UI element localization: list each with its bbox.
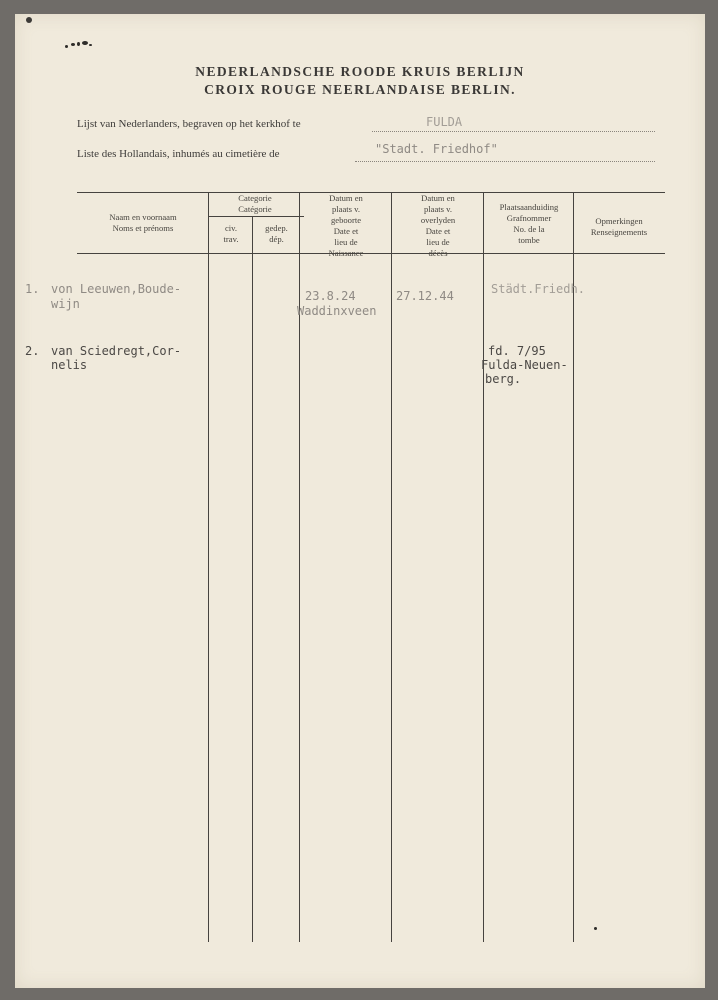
row-number: 2. (25, 344, 40, 358)
row-grave: Fulda-Neuen- (481, 358, 568, 372)
column-rule (208, 192, 209, 942)
header-grave: Plaatsaanduiding Grafnommer No. de la tombe (499, 202, 559, 245)
header-death: Datum en plaats v. overlyden Date et lieu de décès (420, 193, 456, 258)
cemetery-dotted-line (372, 131, 655, 132)
header-civ: civ. trav. (223, 223, 239, 244)
row-name: van Sciedregt,Cor- (51, 344, 182, 358)
column-rule (483, 192, 484, 942)
document-page (15, 14, 705, 988)
header-gedep: gedep. dép. (265, 223, 288, 244)
row-grave: berg. (485, 372, 522, 386)
column-rule (573, 192, 574, 942)
row-death-date: 27.12.44 (396, 289, 454, 303)
cemetery-dotted-line (355, 161, 655, 162)
column-rule (391, 192, 392, 942)
category-divider (208, 216, 304, 217)
row-birth-date: 23.8.24 (305, 289, 356, 303)
row-grave: fd. 7/95 (488, 344, 546, 358)
cemetery-name: "Stadt. Friedhof" (375, 142, 498, 156)
row-name: wijn (51, 297, 80, 311)
cemetery-label-dutch: Lijst van Nederlanders, begraven op het kerkhof te (77, 118, 301, 130)
title-french: CROIX ROUGE NEERLANDAISE BERLIN. (204, 82, 516, 97)
header-category: Categorie Catégorie (238, 193, 272, 214)
cemetery-town: FULDA (426, 115, 463, 129)
cemetery-label-french: Liste des Hollandais, inhumés au cimetière de (77, 148, 280, 160)
punch-hole (26, 17, 32, 23)
row-number: 1. (25, 282, 40, 296)
row-name: von Leeuwen,Boude- (51, 282, 182, 296)
header-birth: Datum en plaats v. geboorte Date et lieu de Naissance (328, 193, 364, 258)
title-dutch: NEDERLANDSCHE ROODE KRUIS BERLIJN (195, 64, 525, 79)
row-birth-place: Waddinxveen (297, 304, 377, 318)
row-grave: Städt.Friedh. (491, 282, 585, 296)
header-name: Naam en voornaam Noms et prénoms (109, 212, 177, 233)
column-rule (252, 216, 253, 942)
header-remarks: Opmerkingen Renseignements (590, 216, 648, 237)
row-name: nelis (51, 358, 88, 372)
